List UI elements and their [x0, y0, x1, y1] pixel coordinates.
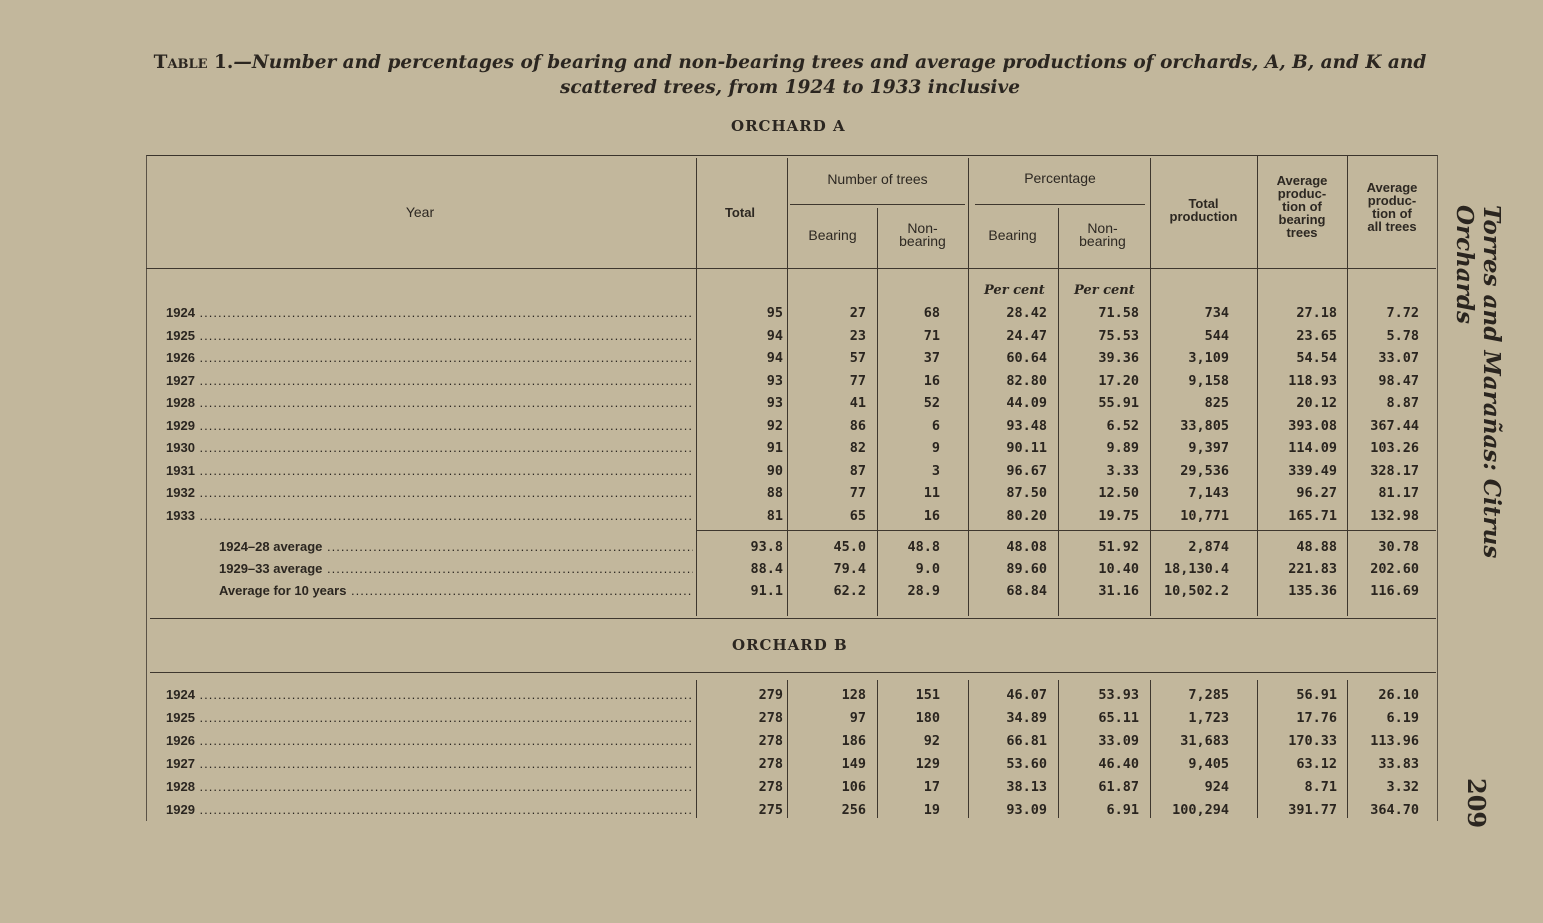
cell-bearing: 87 [849, 462, 866, 479]
cell-production: 18,130.4 [1163, 561, 1229, 577]
row-year-label: 1926 ..... [166, 350, 693, 365]
cell-bearing: 97 [849, 710, 866, 726]
header-avg-bearing-line5: trees [1286, 225, 1318, 240]
cell-pct-non: 6.91 [1106, 802, 1139, 818]
cell-production: 29,536 [1180, 462, 1229, 479]
cell-bearing: 149 [841, 756, 866, 772]
cell-avg-bearing: 135.36 [1288, 583, 1337, 599]
header-total: Total [724, 205, 756, 220]
cell-non-bearing: 48.8 [907, 539, 940, 555]
cell-avg-bearing: 118.93 [1288, 372, 1337, 389]
table-row [0, 802, 1543, 824]
cell-pct-non: 46.40 [1098, 756, 1139, 772]
cell-production: 31,683 [1180, 733, 1229, 749]
cell-avg-all: 103.26 [1370, 440, 1419, 456]
cell-non-bearing: 9 [931, 440, 940, 456]
cell-bearing: 23 [849, 327, 866, 344]
row-year-label: 1927 ..... [166, 756, 693, 771]
cell-avg-bearing: 339.49 [1288, 462, 1337, 479]
row-year-label: 1927 ..... [166, 373, 693, 388]
cell-avg-all: 113.96 [1370, 733, 1419, 749]
cell-avg-all: 30.78 [1378, 539, 1419, 555]
cell-avg-all: 132.98 [1370, 507, 1419, 524]
cell-pct-non: 9.89 [1106, 440, 1139, 456]
cell-bearing: 62.2 [833, 583, 866, 599]
cell-pct-non: 53.93 [1098, 687, 1139, 703]
header-year: Year [405, 204, 435, 220]
table-row [0, 350, 1543, 372]
header-pct-non-bearing-line2: bearing [1079, 233, 1126, 249]
table-row [0, 539, 1543, 561]
cell-bearing: 57 [849, 350, 866, 366]
cell-pct-non: 6.52 [1106, 417, 1139, 434]
cell-pct-bearing: 53.60 [1006, 756, 1047, 772]
header-avg-bearing-line4: bearing [1278, 212, 1326, 227]
header-non-bearing-line1: Non- [907, 220, 938, 236]
cell-total: 93.8 [750, 539, 783, 555]
cell-avg-all: 8.87 [1386, 395, 1419, 411]
cell-pct-non: 31.16 [1098, 583, 1139, 599]
orchard-a-title: ORCHARD A [731, 117, 846, 135]
row-year-label: 1930 ..... [166, 440, 693, 455]
unit-per-cent-non: Per cent [1074, 283, 1135, 298]
cell-pct-bearing: 48.08 [1006, 539, 1047, 555]
row-year-label: 1928 ..... [166, 779, 693, 794]
cell-pct-non: 55.91 [1098, 395, 1139, 411]
cell-pct-non: 17.20 [1098, 372, 1139, 389]
cell-non-bearing: 71 [923, 327, 940, 344]
cell-avg-all: 26.10 [1378, 687, 1419, 703]
cell-avg-all: 33.83 [1378, 756, 1419, 772]
cell-non-bearing: 52 [923, 395, 940, 411]
cell-pct-non: 39.36 [1098, 350, 1139, 366]
table-row [0, 733, 1543, 755]
cell-avg-bearing: 48.88 [1296, 539, 1337, 555]
cell-production: 10,502.2 [1163, 583, 1229, 599]
cell-production: 2,874 [1188, 539, 1229, 555]
caption-text-1: —Number and percentages of bearing and non-bearing trees and average productions of orchards, A, B, and K and [233, 52, 1427, 73]
cell-pct-non: 3.33 [1106, 462, 1139, 479]
header-total-production-line1: Total [1188, 196, 1219, 211]
cell-bearing: 86 [849, 417, 866, 434]
orchard-b-title: ORCHARD B [732, 636, 848, 654]
cell-production: 924 [1204, 779, 1229, 795]
section-divider-bottom [150, 672, 1436, 673]
number-trees-rule [790, 204, 965, 205]
cell-pct-non: 61.87 [1098, 779, 1139, 795]
header-bottom-rule [146, 268, 1436, 269]
cell-total: 81 [766, 507, 783, 524]
cell-pct-non: 19.75 [1098, 507, 1139, 524]
cell-avg-all: 5.78 [1386, 327, 1419, 344]
cell-non-bearing: 180 [915, 710, 940, 726]
cell-pct-bearing: 34.89 [1006, 710, 1047, 726]
cell-production: 10,771 [1180, 507, 1229, 524]
cell-pct-non: 71.58 [1098, 305, 1139, 321]
cell-total: 279 [758, 687, 783, 703]
header-pct-non-bearing [1060, 222, 1145, 248]
row-year-label: 1929–33 average ..... [219, 561, 693, 576]
cell-total: 90 [766, 462, 783, 479]
cell-pct-bearing: 93.48 [1006, 417, 1047, 434]
cell-non-bearing: 37 [923, 350, 940, 366]
cell-non-bearing: 28.9 [907, 583, 940, 599]
cell-total: 93 [766, 372, 783, 389]
table-row [0, 508, 1543, 530]
cell-pct-bearing: 28.42 [1006, 305, 1047, 321]
cell-avg-bearing: 63.12 [1296, 756, 1337, 772]
cell-avg-all: 98.47 [1378, 372, 1419, 389]
table-row [0, 305, 1543, 327]
cell-total: 91.1 [750, 583, 783, 599]
cell-non-bearing: 16 [923, 372, 940, 389]
cell-avg-all: 81.17 [1378, 485, 1419, 501]
cell-avg-bearing: 20.12 [1296, 395, 1337, 411]
page-number: 209 [1462, 778, 1491, 829]
cell-pct-bearing: 89.60 [1006, 561, 1047, 577]
cell-pct-bearing: 82.80 [1006, 372, 1047, 389]
cell-total: 91 [766, 440, 783, 456]
cell-bearing: 82 [849, 440, 866, 456]
table-caption [100, 50, 1480, 100]
cell-avg-bearing: 8.71 [1304, 779, 1337, 795]
cell-avg-all: 6.19 [1386, 710, 1419, 726]
cell-non-bearing: 11 [923, 485, 940, 501]
cell-pct-non: 12.50 [1098, 485, 1139, 501]
cell-pct-bearing: 44.09 [1006, 395, 1047, 411]
cell-non-bearing: 151 [915, 687, 940, 703]
table-row [0, 583, 1543, 605]
cell-non-bearing: 16 [923, 507, 940, 524]
cell-avg-bearing: 96.27 [1296, 485, 1337, 501]
cell-total: 278 [758, 710, 783, 726]
cell-non-bearing: 6 [931, 417, 940, 434]
cell-production: 33,805 [1180, 417, 1229, 434]
cell-pct-bearing: 24.47 [1006, 327, 1047, 344]
row-year-label: 1933 ..... [166, 508, 693, 523]
header-avg-bearing-line3: tion of [1282, 199, 1322, 214]
cell-non-bearing: 19 [923, 802, 940, 818]
row-year-label: 1929 ..... [166, 418, 693, 433]
row-year-label: 1932 ..... [166, 485, 693, 500]
cell-pct-bearing: 46.07 [1006, 687, 1047, 703]
cell-avg-all: 116.69 [1370, 583, 1419, 599]
table-row [0, 440, 1543, 462]
cell-total: 278 [758, 779, 783, 795]
cell-total: 93 [766, 395, 783, 411]
cell-avg-all: 3.32 [1386, 779, 1419, 795]
cell-avg-bearing: 221.83 [1288, 561, 1337, 577]
cell-production: 9,158 [1188, 372, 1229, 389]
table-row [0, 710, 1543, 732]
cell-avg-bearing: 391.77 [1288, 802, 1337, 818]
header-pct-non-bearing-line1: Non- [1087, 220, 1118, 236]
cell-avg-all: 7.72 [1386, 305, 1419, 321]
header-avg-bearing [1259, 174, 1345, 239]
cell-pct-bearing: 60.64 [1006, 350, 1047, 366]
row-year-label: 1925 ..... [166, 328, 693, 343]
cell-production: 9,405 [1188, 756, 1229, 772]
cell-bearing: 256 [841, 802, 866, 818]
cell-non-bearing: 17 [923, 779, 940, 795]
cell-production: 7,143 [1188, 485, 1229, 501]
cell-total: 94 [766, 327, 783, 344]
table-row [0, 373, 1543, 395]
cell-pct-bearing: 38.13 [1006, 779, 1047, 795]
cell-bearing: 41 [849, 395, 866, 411]
header-percentage: Percentage [1024, 170, 1096, 186]
cell-bearing: 45.0 [833, 539, 866, 555]
cell-avg-all: 367.44 [1370, 417, 1419, 434]
cell-pct-non: 75.53 [1098, 327, 1139, 344]
cell-production: 544 [1204, 327, 1229, 344]
header-pct-bearing: Bearing [988, 227, 1037, 243]
cell-pct-bearing: 87.50 [1006, 485, 1047, 501]
header-avg-all-line4: all trees [1367, 219, 1417, 234]
cell-total: 94 [766, 350, 783, 366]
cell-avg-bearing: 114.09 [1288, 440, 1337, 456]
cell-total: 275 [758, 802, 783, 818]
cell-avg-bearing: 393.08 [1288, 417, 1337, 434]
header-avg-bearing-line1: Average [1276, 173, 1328, 188]
cell-non-bearing: 92 [923, 733, 940, 749]
cell-avg-bearing: 17.76 [1296, 710, 1337, 726]
cell-total: 88 [766, 485, 783, 501]
cell-total: 95 [766, 305, 783, 321]
row-year-label: 1924–28 average ..... [219, 539, 693, 554]
cell-avg-bearing: 165.71 [1288, 507, 1337, 524]
cell-avg-bearing: 27.18 [1296, 305, 1337, 321]
row-year-label: 1926 ..... [166, 733, 693, 748]
header-bearing: Bearing [808, 227, 857, 243]
cell-bearing: 27 [849, 305, 866, 321]
unit-per-cent-bearing: Per cent [984, 283, 1045, 298]
row-year-label: 1929 ..... [166, 802, 693, 817]
cell-bearing: 79.4 [833, 561, 866, 577]
cell-total: 92 [766, 417, 783, 434]
cell-total: 278 [758, 756, 783, 772]
header-non-bearing-line2: bearing [899, 233, 946, 249]
cell-production: 1,723 [1188, 710, 1229, 726]
cell-pct-non: 10.40 [1098, 561, 1139, 577]
cell-avg-all: 328.17 [1370, 462, 1419, 479]
header-number-of-trees: Number of trees [827, 171, 928, 187]
cell-production: 9,397 [1188, 440, 1229, 456]
cell-production: 825 [1204, 395, 1229, 411]
row-year-label: 1924 ..... [166, 687, 693, 702]
table-row [0, 485, 1543, 507]
cell-total: 278 [758, 733, 783, 749]
table-row [0, 756, 1543, 778]
cell-avg-bearing: 170.33 [1288, 733, 1337, 749]
cell-pct-bearing: 68.84 [1006, 583, 1047, 599]
cell-avg-bearing: 56.91 [1296, 687, 1337, 703]
header-avg-all-line2: produc- [1367, 193, 1417, 208]
header-total-production [1152, 197, 1255, 223]
row-year-label: 1925 ..... [166, 710, 693, 725]
averages-top-rule [696, 530, 1436, 531]
cell-production: 3,109 [1188, 350, 1229, 366]
percentage-rule [975, 204, 1145, 205]
cell-non-bearing: 3 [931, 462, 940, 479]
cell-bearing: 128 [841, 687, 866, 703]
row-year-label: 1931 ..... [166, 463, 693, 478]
table-row [0, 395, 1543, 417]
row-year-label: 1928 ..... [166, 395, 693, 410]
cell-bearing: 65 [849, 507, 866, 524]
cell-avg-all: 202.60 [1370, 561, 1419, 577]
header-avg-all-line3: tion of [1372, 206, 1412, 221]
cell-pct-bearing: 66.81 [1006, 733, 1047, 749]
running-header: Torres and Marañas: Citrus Orchards [1451, 205, 1505, 559]
header-total-production-line2: production [1169, 209, 1238, 224]
cell-bearing: 186 [841, 733, 866, 749]
cell-bearing: 106 [841, 779, 866, 795]
cell-pct-non: 51.92 [1098, 539, 1139, 555]
header-avg-all-line1: Average [1366, 180, 1418, 195]
caption-line-2: scattered trees, from 1924 to 1933 inclusive [560, 77, 1020, 98]
cell-pct-bearing: 93.09 [1006, 802, 1047, 818]
cell-pct-non: 65.11 [1098, 710, 1139, 726]
table-row [0, 779, 1543, 801]
cell-production: 100,294 [1172, 802, 1229, 818]
header-avg-all [1349, 181, 1435, 233]
header-non-bearing [880, 222, 965, 248]
cell-pct-non: 33.09 [1098, 733, 1139, 749]
table-row [0, 328, 1543, 350]
cell-production: 7,285 [1188, 687, 1229, 703]
table-row [0, 561, 1543, 583]
cell-non-bearing: 68 [923, 305, 940, 321]
table-row [0, 418, 1543, 440]
caption-line-1 [100, 50, 1480, 75]
cell-bearing: 77 [849, 372, 866, 389]
cell-bearing: 77 [849, 485, 866, 501]
table-row [0, 687, 1543, 709]
section-divider-top [150, 618, 1436, 619]
cell-pct-bearing: 80.20 [1006, 507, 1047, 524]
cell-avg-all: 364.70 [1370, 802, 1419, 818]
cell-production: 734 [1204, 305, 1229, 321]
cell-avg-bearing: 23.65 [1296, 327, 1337, 344]
caption-label: Table 1. [153, 52, 234, 73]
cell-non-bearing: 129 [915, 756, 940, 772]
row-year-label: Average for 10 years ..... [219, 583, 693, 598]
header-avg-bearing-line2: produc- [1277, 186, 1327, 201]
cell-avg-all: 33.07 [1378, 350, 1419, 366]
cell-avg-bearing: 54.54 [1296, 350, 1337, 366]
cell-pct-bearing: 90.11 [1006, 440, 1047, 456]
cell-total: 88.4 [750, 561, 783, 577]
row-year-label: 1924 ..... [166, 305, 693, 320]
cell-pct-bearing: 96.67 [1006, 462, 1047, 479]
table-row [0, 463, 1543, 485]
cell-non-bearing: 9.0 [915, 561, 940, 577]
